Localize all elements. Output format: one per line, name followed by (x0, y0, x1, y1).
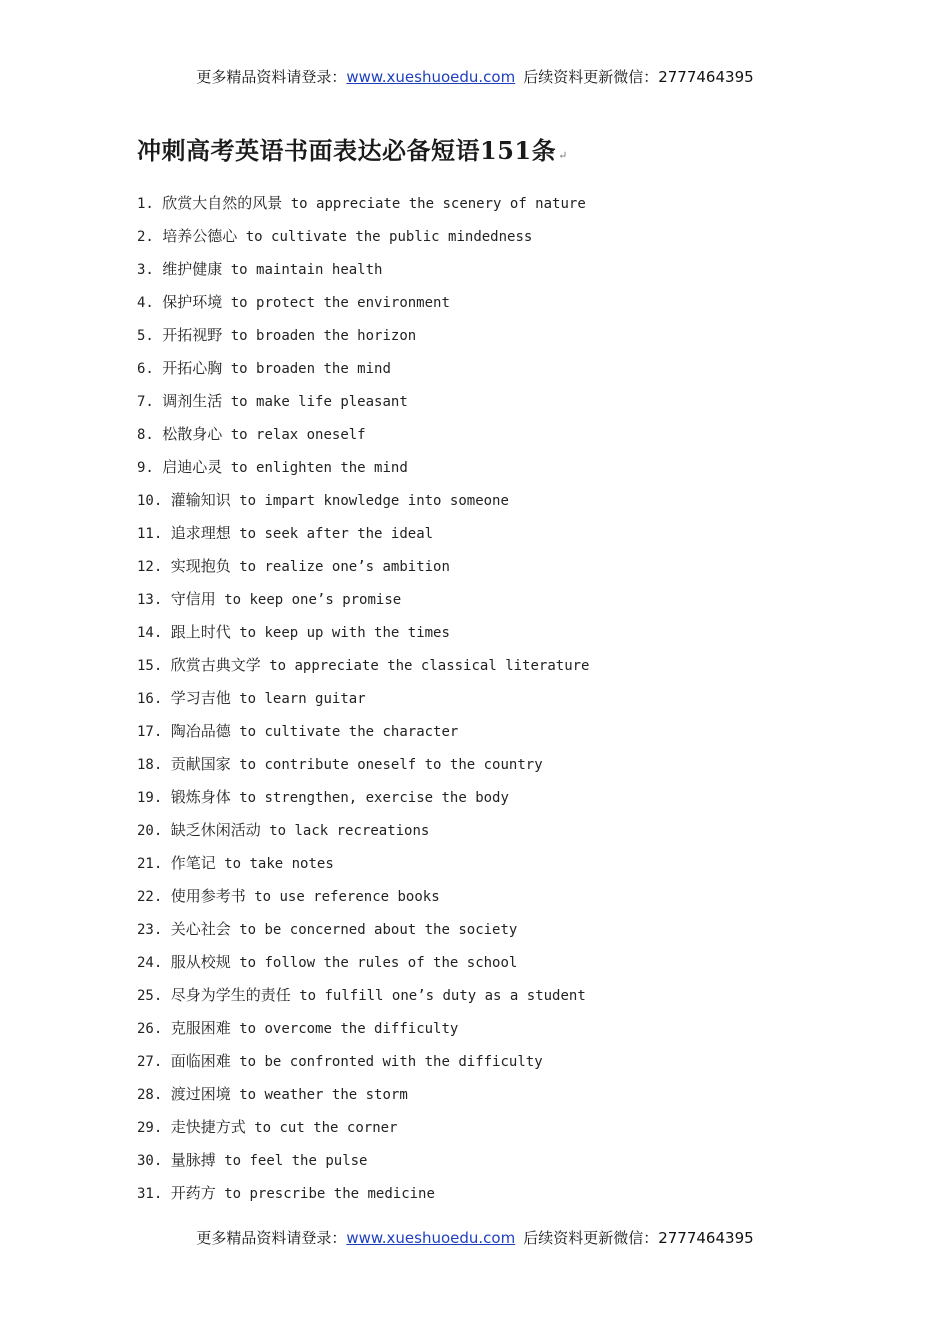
list-item (137, 1016, 589, 1049)
chinese-phrase: 追求理想 (170, 524, 231, 542)
item-number: 24. (137, 955, 163, 971)
chinese-phrase: 开拓心胸 (162, 359, 223, 377)
english-phrase: to learn guitar (239, 691, 366, 707)
chinese-phrase: 开拓视野 (162, 326, 223, 344)
chinese-phrase: 缺乏休闲活动 (170, 821, 261, 839)
list-item (137, 1115, 589, 1148)
paragraph-mark-icon: ↵ (558, 149, 568, 162)
english-phrase: to cut the corner (254, 1120, 398, 1136)
english-phrase: to relax oneself (230, 427, 366, 443)
list-item (137, 1049, 589, 1082)
english-phrase: to lack recreations (269, 823, 430, 839)
chinese-phrase: 作笔记 (170, 854, 216, 872)
item-number: 30. (137, 1153, 163, 1169)
chinese-phrase: 贡献国家 (170, 755, 231, 773)
header-prefix: 更多精品资料请登录： (196, 68, 347, 86)
chinese-phrase: 欣赏大自然的风景 (162, 194, 283, 212)
list-item (137, 224, 589, 257)
chinese-phrase: 使用参考书 (170, 887, 246, 905)
chinese-phrase: 欣赏古典文学 (170, 656, 261, 674)
english-phrase: to take notes (224, 856, 334, 872)
item-number: 5. (137, 328, 154, 344)
chinese-phrase: 开药方 (170, 1184, 216, 1202)
english-phrase: to keep up with the times (239, 625, 450, 641)
english-phrase: to appreciate the classical literature (269, 658, 590, 674)
chinese-phrase: 保护环境 (162, 293, 223, 311)
page-footer (0, 1227, 950, 1248)
list-item (137, 1148, 589, 1181)
item-number: 22. (137, 889, 163, 905)
list-item (137, 818, 589, 851)
list-item (137, 752, 589, 785)
english-phrase: to fulfill one’s duty as a student (299, 988, 586, 1004)
chinese-phrase: 渡过困境 (170, 1085, 231, 1103)
chinese-phrase: 走快捷方式 (170, 1118, 246, 1136)
list-item (137, 983, 589, 1016)
english-phrase: to follow the rules of the school (239, 955, 518, 971)
title-text: 冲刺高考英语书面表达必备短语151条 (137, 136, 557, 165)
chinese-phrase: 实现抱负 (170, 557, 231, 575)
item-number: 21. (137, 856, 163, 872)
english-phrase: to overcome the difficulty (239, 1021, 459, 1037)
item-number: 8. (137, 427, 154, 443)
list-item (137, 950, 589, 983)
english-phrase: to weather the storm (239, 1087, 408, 1103)
item-number: 12. (137, 559, 163, 575)
english-phrase: to broaden the mind (230, 361, 391, 377)
item-number: 13. (137, 592, 163, 608)
item-number: 7. (137, 394, 154, 410)
list-item (137, 719, 589, 752)
english-phrase: to cultivate the public mindedness (245, 229, 533, 245)
item-number: 1. (137, 196, 154, 212)
item-number: 27. (137, 1054, 163, 1070)
english-phrase: to feel the pulse (224, 1153, 368, 1169)
item-number: 29. (137, 1120, 163, 1136)
chinese-phrase: 灌输知识 (170, 491, 231, 509)
item-number: 18. (137, 757, 163, 773)
list-item (137, 323, 589, 356)
item-number: 9. (137, 460, 154, 476)
english-phrase: to prescribe the medicine (224, 1186, 435, 1202)
item-number: 16. (137, 691, 163, 707)
list-item (137, 785, 589, 818)
chinese-phrase: 锻炼身体 (170, 788, 231, 806)
english-phrase: to realize one’s ambition (239, 559, 450, 575)
footer-link[interactable]: www.xueshuoedu.com (346, 1229, 516, 1247)
list-item (137, 290, 589, 323)
english-phrase: to appreciate the scenery of nature (290, 196, 586, 212)
english-phrase: to use reference books (254, 889, 440, 905)
item-number: 3. (137, 262, 154, 278)
phrase-list (137, 191, 589, 1214)
english-phrase: to seek after the ideal (239, 526, 434, 542)
chinese-phrase: 面临困难 (170, 1052, 231, 1070)
list-item (137, 587, 589, 620)
item-number: 17. (137, 724, 163, 740)
list-item (137, 1181, 589, 1214)
list-item (137, 191, 589, 224)
list-item (137, 1082, 589, 1115)
list-item (137, 653, 589, 686)
list-item (137, 422, 589, 455)
english-phrase: to keep one’s promise (224, 592, 402, 608)
chinese-phrase: 关心社会 (170, 920, 231, 938)
english-phrase: to protect the environment (230, 295, 450, 311)
item-number: 2. (137, 229, 154, 245)
list-item (137, 554, 589, 587)
list-item (137, 917, 589, 950)
chinese-phrase: 启迪心灵 (162, 458, 223, 476)
item-number: 11. (137, 526, 163, 542)
list-item (137, 851, 589, 884)
english-phrase: to be confronted with the difficulty (239, 1054, 543, 1070)
chinese-phrase: 陶冶品德 (170, 722, 231, 740)
english-phrase: to cultivate the character (239, 724, 459, 740)
english-phrase: to enlighten the mind (230, 460, 408, 476)
chinese-phrase: 服从校规 (170, 953, 231, 971)
footer-suffix: 后续资料更新微信：2777464395 (523, 1229, 754, 1247)
chinese-phrase: 松散身心 (162, 425, 223, 443)
list-item (137, 884, 589, 917)
item-number: 26. (137, 1021, 163, 1037)
item-number: 6. (137, 361, 154, 377)
document-title (137, 131, 568, 166)
chinese-phrase: 守信用 (170, 590, 216, 608)
item-number: 25. (137, 988, 163, 1004)
english-phrase: to strengthen, exercise the body (239, 790, 509, 806)
list-item (137, 389, 589, 422)
list-item (137, 455, 589, 488)
chinese-phrase: 尽身为学生的责任 (170, 986, 291, 1004)
chinese-phrase: 学习吉他 (170, 689, 231, 707)
item-number: 15. (137, 658, 163, 674)
english-phrase: to contribute oneself to the country (239, 757, 543, 773)
list-item (137, 686, 589, 719)
list-item (137, 620, 589, 653)
item-number: 19. (137, 790, 163, 806)
chinese-phrase: 跟上时代 (170, 623, 231, 641)
chinese-phrase: 维护健康 (162, 260, 223, 278)
item-number: 31. (137, 1186, 163, 1202)
chinese-phrase: 量脉搏 (170, 1151, 216, 1169)
header-suffix: 后续资料更新微信：2777464395 (523, 68, 754, 86)
english-phrase: to be concerned about the society (239, 922, 518, 938)
list-item (137, 521, 589, 554)
item-number: 23. (137, 922, 163, 938)
item-number: 10. (137, 493, 163, 509)
item-number: 28. (137, 1087, 163, 1103)
english-phrase: to broaden the horizon (230, 328, 417, 344)
chinese-phrase: 调剂生活 (162, 392, 223, 410)
item-number: 4. (137, 295, 154, 311)
page-header (0, 66, 950, 87)
item-number: 14. (137, 625, 163, 641)
item-number: 20. (137, 823, 163, 839)
english-phrase: to make life pleasant (230, 394, 408, 410)
english-phrase: to maintain health (230, 262, 383, 278)
english-phrase: to impart knowledge into someone (239, 493, 509, 509)
footer-prefix: 更多精品资料请登录： (196, 1229, 347, 1247)
header-link[interactable]: www.xueshuoedu.com (346, 68, 516, 86)
chinese-phrase: 培养公德心 (162, 227, 238, 245)
list-item (137, 356, 589, 389)
list-item (137, 488, 589, 521)
list-item (137, 257, 589, 290)
chinese-phrase: 克服困难 (170, 1019, 231, 1037)
